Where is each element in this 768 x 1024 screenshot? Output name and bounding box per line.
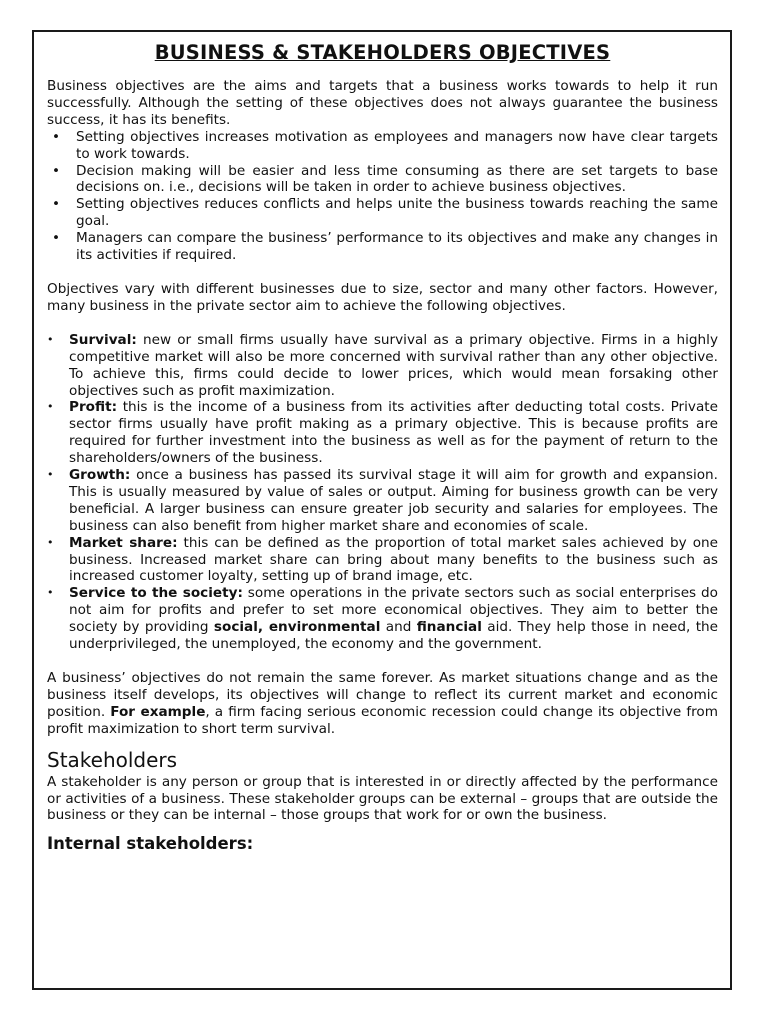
example-emphasis: For example — [110, 703, 206, 720]
objective-survival — [47, 332, 718, 400]
objective-text: some operations in the private sectors such as social enterprises do not aim for profits and prefer to set more economical objectives. They aim to better the society by providing — [69, 585, 718, 636]
benefits-list — [47, 129, 718, 264]
stakeholders-heading: Stakeholders — [47, 747, 178, 772]
list-item: • Decision making will be easier and less time consuming as there are set targets to base decisions on. i.e., decisions will be taken in order to achieve business objectives. — [47, 163, 718, 197]
objective-text: this can be defined as the proportion of total market sales achieved by one business. Increased market share can bring about many benefits to the business such as increased customer loyalty, setting up of brand image, etc. — [69, 534, 718, 585]
stakeholders-paragraph: A stakeholder is any person or group that is interested in or directly affected by the performance or activities of a business. These stakeholder groups can be external – groups that are outside the business or they can be internal – those groups that work for or own the business. — [47, 773, 718, 824]
objectives-intro-paragraph: Objectives vary with different businesses due to size, sector and many other factors. However, many business in the private sector aim to achieve the following objectives. — [47, 280, 718, 314]
objective-text: new or small firms usually have survival as a primary objective. Firms in a highly competitive market will also be more concerned with survival rather than any other objective. To achieve this, firms could decide to lower prices, which would mean forsaking other objectives such as profit maximization. — [69, 331, 718, 399]
objectives-list — [47, 332, 718, 653]
objective-text: aid. They help those in need, the underprivileged, the unemployed, the economy and the government. — [69, 619, 718, 653]
objective-text: and — [380, 619, 417, 636]
objective-term: Market share: — [69, 534, 178, 551]
paragraph-text: A business’ objectives do not remain the same forever. As market situations change and as the business itself develops, its objectives will change to reflect its current market and economic position. — [47, 670, 718, 720]
list-item: • Managers can compare the business’ performance to its objectives and make any changes in its activities if required. — [47, 230, 718, 264]
objective-term: Growth: — [69, 467, 131, 484]
objective-term: Profit: — [69, 399, 118, 416]
objective-term: Service to the society: — [69, 585, 243, 602]
objective-service — [47, 585, 718, 653]
list-item: • Setting objectives reduces conflicts and helps unite the business towards reaching the same goal. — [47, 196, 718, 230]
objective-profit — [47, 399, 718, 467]
objective-emphasis: financial — [416, 619, 482, 636]
objective-text: this is the income of a business from its activities after deducting total costs. Private sector firms usually have profit making as a primary objective. This is because profits are required for further investment into the business as well as for the payment of return to the shareholders/owners of the business. — [69, 399, 718, 467]
objective-market-share — [47, 535, 718, 586]
list-item: • Setting objectives increases motivation as employees and managers now have clear targets to work towards. — [47, 129, 718, 163]
change-paragraph — [47, 670, 718, 738]
objective-growth — [47, 467, 718, 535]
objective-term: Survival: — [69, 331, 137, 348]
objective-emphasis: social, environmental — [213, 619, 381, 636]
page-title: BUSINESS & STAKEHOLDERS OBJECTIVES — [154, 41, 611, 64]
intro-paragraph: Business objectives are the aims and targets that a business works towards to help it run successfully. Although the setting of these objectives does not always guarantee the business success, it has its benefits. — [47, 78, 718, 128]
internal-stakeholders-heading: Internal stakeholders: — [47, 834, 254, 854]
document-page — [32, 30, 732, 990]
paragraph-text: , a firm facing serious economic recession could change its objective from profit maximization to short term survival. — [47, 703, 718, 737]
objective-text: once a business has passed its survival stage it will aim for growth and expansion. This is usually measured by value of sales or output. Aiming for business growth can be very beneficial. A larger business can ensure greater job security and salaries for employees. The business can also benefit from higher market share and economies of scale. — [69, 467, 718, 534]
